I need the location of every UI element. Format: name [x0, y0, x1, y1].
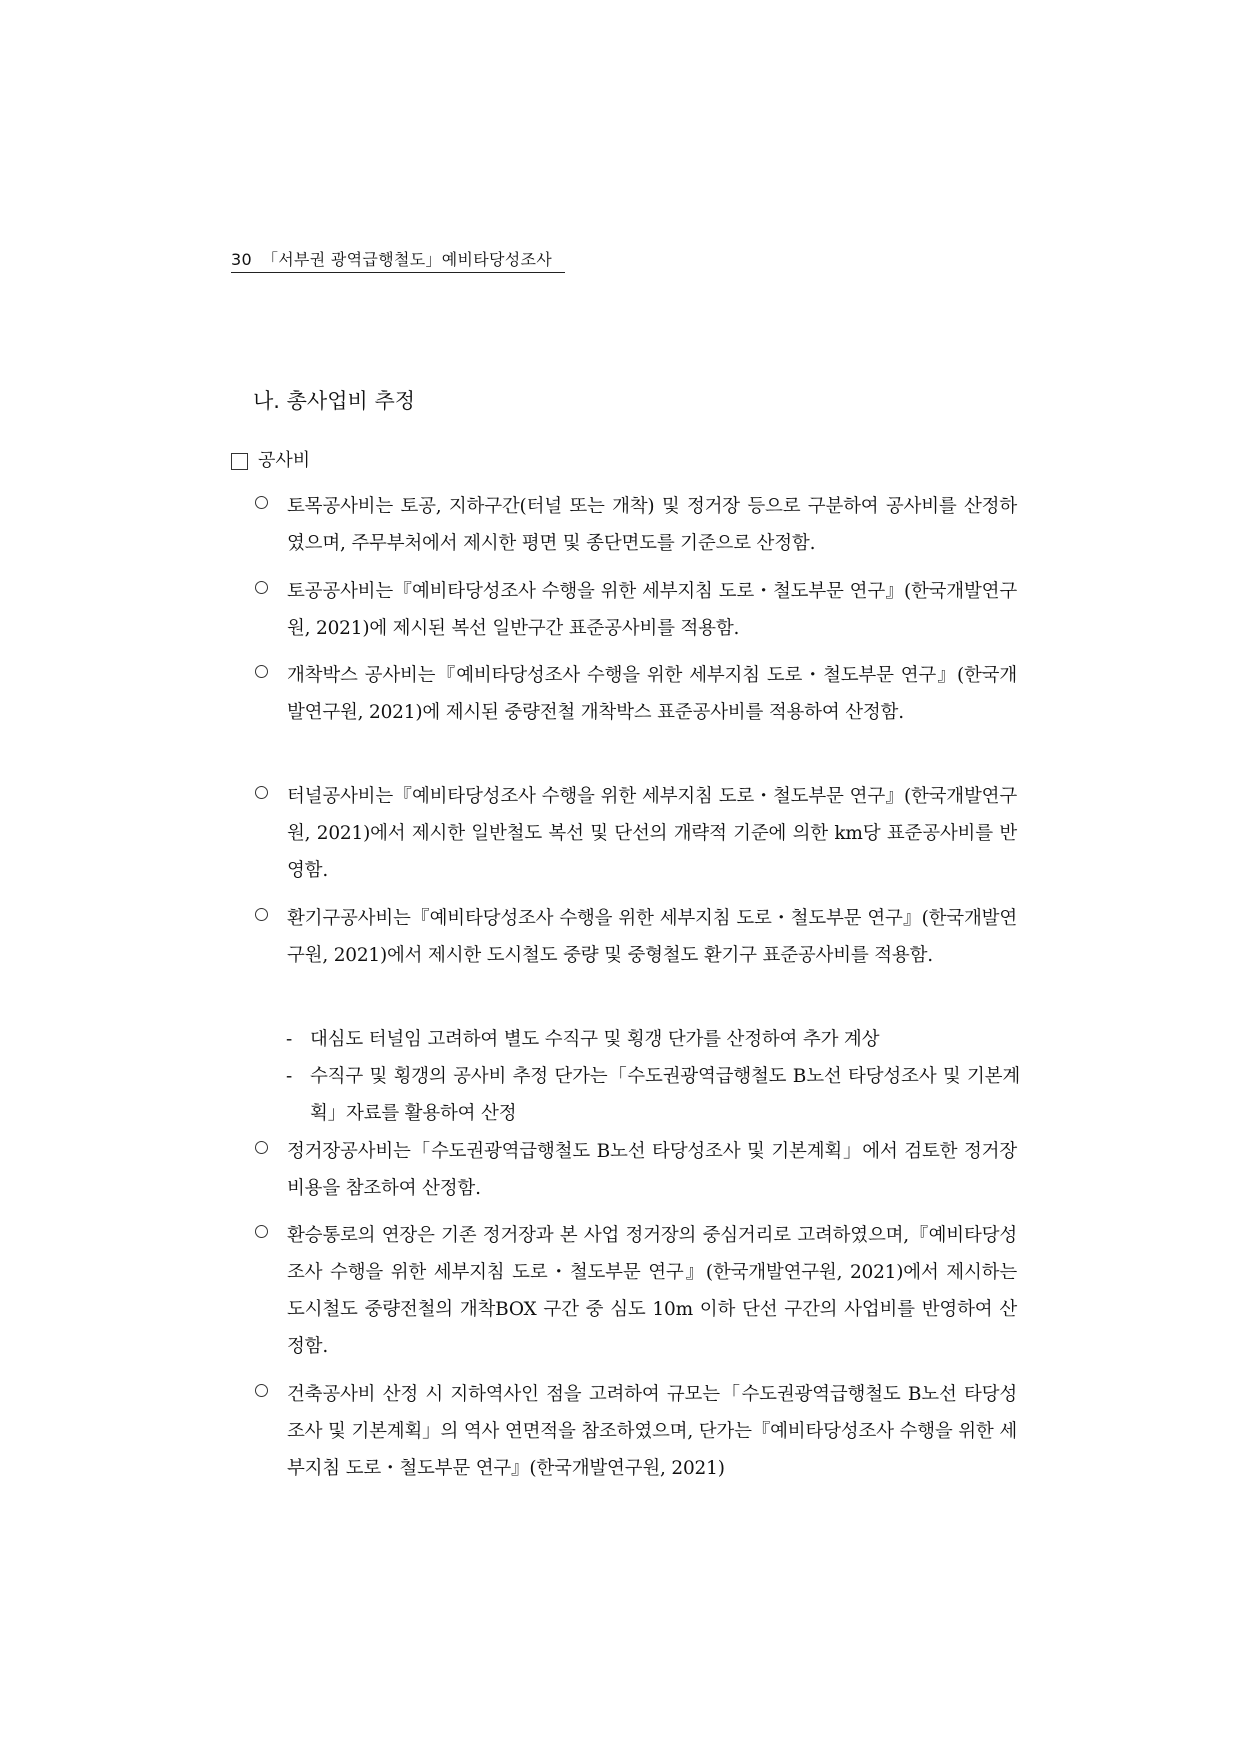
header-underline	[231, 272, 565, 273]
circle-bullet-icon	[255, 908, 268, 921]
sub-list-item-text: 수직구 및 횡갱의 공사비 추정 단가는「수도권광역급행철도 B노선 타당성조사 및 기본계획」자료를 활용하여 산정	[310, 1066, 1020, 1124]
sub-list-item-text: 대심도 터널임 고려하여 별도 수직구 및 횡갱 단가를 산정하여 추가 계상	[310, 1029, 880, 1050]
list-item-text: 건축공사비 산정 시 지하역사인 점을 고려하여 규모는「수도권광역급행철도 B노선 타당성조사 및 기본계획」의 역사 연면적을 참조하였으며, 단가는『예비타당성조사 수행을 위한 세부지침 도로・철도부문 연구』(한국개발연구원, 2021)	[287, 1384, 1017, 1479]
sub-list-item	[286, 1021, 1020, 1058]
list-item-text: 토공공사비는『예비타당성조사 수행을 위한 세부지침 도로・철도부문 연구』(한국개발연구원, 2021)에 제시된 복선 일반구간 표준공사비를 적용함.	[287, 581, 1017, 639]
list-item	[255, 573, 1020, 647]
list-item-text: 정거장공사비는「수도권광역급행철도 B노선 타당성조사 및 기본계획」에서 검토한 정거장 비용을 참조하여 산정함.	[287, 1141, 1017, 1199]
circle-bullet-icon	[255, 665, 268, 678]
square-bullet-icon	[231, 453, 248, 470]
dash-bullet-icon: -	[286, 1029, 293, 1050]
circle-bullet-icon	[255, 1384, 268, 1397]
circle-bullet-icon	[255, 1141, 268, 1154]
subsection-heading	[231, 448, 310, 474]
dash-bullet-icon: -	[286, 1066, 293, 1087]
list-item-text: 개착박스 공사비는『예비타당성조사 수행을 위한 세부지침 도로・철도부문 연구』(한국개발연구원, 2021)에 제시된 중량전철 개착박스 표준공사비를 적용하여 산정함.	[287, 665, 1017, 723]
list-item-text: 토목공사비는 토공, 지하구간(터널 또는 개착) 및 정거장 등으로 구분하여 공사비를 산정하였으며, 주무부처에서 제시한 평면 및 종단면도를 기준으로 산정함.	[287, 496, 1017, 554]
sub-list-item	[286, 1058, 1020, 1132]
circle-bullet-icon	[255, 1225, 268, 1238]
circle-bullet-icon	[255, 496, 268, 509]
section-heading: 나. 총사업비 추정	[253, 389, 416, 413]
list-item	[255, 657, 1020, 731]
list-item	[255, 1217, 1020, 1365]
circle-bullet-icon	[255, 581, 268, 594]
running-header	[231, 250, 552, 270]
subsection-heading-label: 공사비	[258, 450, 311, 471]
list-item	[255, 1376, 1020, 1487]
document-title: 「서부권 광역급행철도」예비타당성조사	[261, 250, 553, 269]
list-item-text: 터널공사비는『예비타당성조사 수행을 위한 세부지침 도로・철도부문 연구』(한국개발연구원, 2021)에서 제시한 일반철도 복선 및 단선의 개략적 기준에 의한 km당 표준공사비를 반영함.	[287, 786, 1017, 881]
list-item	[255, 1133, 1020, 1207]
list-item	[255, 778, 1020, 889]
circle-bullet-icon	[255, 786, 268, 799]
list-item-text: 환승통로의 연장은 기존 정거장과 본 사업 정거장의 중심거리로 고려하였으며,『예비타당성조사 수행을 위한 세부지침 도로・철도부문 연구』(한국개발연구원, 2021)에서 제시하는 도시철도 중량전철의 개착BOX 구간 중 심도 10m 이하 단선 구간의 사업비를 반영하여 산정함.	[287, 1225, 1017, 1357]
page-number: 30	[231, 250, 252, 269]
list-item	[255, 900, 1020, 974]
list-item-text: 환기구공사비는『예비타당성조사 수행을 위한 세부지침 도로・철도부문 연구』(한국개발연구원, 2021)에서 제시한 도시철도 중량 및 중형철도 환기구 표준공사비를 적용함.	[287, 908, 1017, 966]
list-item	[255, 488, 1020, 562]
